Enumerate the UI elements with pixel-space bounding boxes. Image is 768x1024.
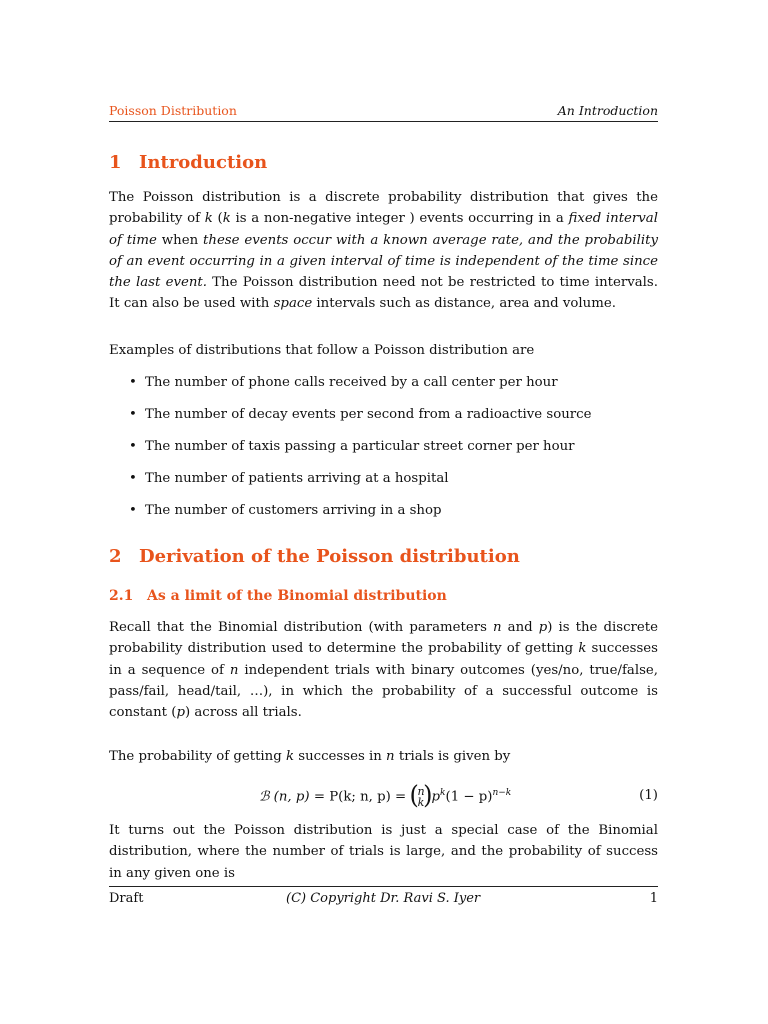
- probability-lead: [109, 746, 658, 767]
- equation-p-exponent: k: [440, 788, 446, 799]
- binomial-text-e: independent trials with binary outcomes (yes/no, true/false, pass/fail, head/tail, …), in which the probability of a successful outcome is constant (: [109, 662, 658, 721]
- prob-text-a: The probability of getting: [109, 749, 286, 764]
- footer-draft: Draft: [109, 891, 144, 906]
- examples-lead: Examples of distributions that follow a Poisson distribution are: [109, 343, 535, 358]
- section-2-number: 2: [109, 546, 122, 567]
- var-k: k: [578, 641, 587, 657]
- intro-text-b: (: [212, 211, 223, 227]
- intro-text-d: when: [156, 232, 204, 248]
- binomial-paragraph: [109, 617, 658, 723]
- list-item: • The number of phone calls received by a call center per hour: [129, 372, 591, 404]
- section-1-number: 1: [109, 152, 122, 173]
- intro-space: space: [273, 296, 313, 312]
- list-item: • The number of taxis passing a particular street corner per hour: [129, 436, 591, 468]
- subsection-2-1-heading: [109, 588, 447, 604]
- prob-text-b: successes in: [294, 749, 387, 764]
- equation-number: (1): [639, 788, 658, 803]
- list-item: • The number of decay events per second from a radioactive source: [129, 404, 591, 436]
- equals-sign: =: [390, 789, 411, 805]
- binomial-text-a: Recall that the Binomial distribution (with parameters: [109, 620, 493, 635]
- binom-top: n: [417, 785, 425, 798]
- page-number: 1: [649, 891, 658, 906]
- subsection-number: 2.1: [109, 588, 134, 604]
- document-page: [109, 0, 658, 1024]
- equation-1: [109, 786, 658, 812]
- prob-text-c: trials is given by: [394, 749, 511, 764]
- equation-factor: (1 − p): [445, 789, 493, 805]
- footer-copyright: (C) Copyright Dr. Ravi S. Iyer: [286, 891, 481, 906]
- binomial-coefficient: [412, 786, 429, 808]
- list-item: • The number of patients arriving at a hospital: [129, 468, 591, 500]
- page-footer: [109, 886, 658, 909]
- section-1-heading: [109, 152, 267, 173]
- equals-sign: =: [309, 789, 330, 805]
- equation-lhs: ℬ (n, p): [259, 789, 310, 805]
- poisson-special-case-paragraph: It turns out the Poisson distribution is just a special case of the Binomial distribution, where the number of trials is large, and the probability of success in any given one is: [109, 823, 658, 881]
- var-p: p: [538, 620, 548, 635]
- var-n: n: [492, 620, 502, 635]
- intro-paragraph: [109, 187, 658, 315]
- section-2-heading: [109, 546, 520, 567]
- header-subtitle: An Introduction: [557, 103, 658, 118]
- list-item: • The number of customers arriving in a shop: [129, 500, 591, 532]
- running-header: [109, 101, 658, 122]
- var-k: k: [204, 211, 213, 227]
- section-1-title: Introduction: [139, 152, 268, 173]
- equation-p: p: [431, 789, 441, 805]
- intro-italic-clause: these events occur with a known average rate, and the probability of an event occurring in a given interval of time is independent of the time since the last event.: [109, 232, 659, 291]
- header-title: Poisson Distribution: [109, 103, 237, 118]
- binomial-text-d: successes in a sequence of: [109, 641, 658, 678]
- var-n: n: [386, 749, 395, 764]
- equation-factor-exponent: n−k: [492, 788, 512, 799]
- examples-list: [129, 372, 591, 532]
- intro-fixed-interval: fixed interval of time: [109, 211, 658, 248]
- var-p: p: [176, 705, 185, 721]
- binomial-text-c: ) is the discrete probability distribution used to determine the probability of getting: [109, 620, 658, 657]
- intro-text-c: is a non-negative integer ) events occurring in a: [230, 211, 569, 227]
- subsection-title: As a limit of the Binomial distribution: [147, 588, 447, 604]
- equation-formula: [259, 786, 511, 808]
- intro-text-e: The Poisson distribution need not be restricted to time intervals. It can also be used with: [109, 275, 658, 312]
- var-k: k: [222, 211, 231, 227]
- section-2-title: Derivation of the Poisson distribution: [139, 546, 520, 567]
- intro-text-f: intervals such as distance, area and volume.: [312, 296, 616, 312]
- binomial-text-b: and: [501, 620, 539, 635]
- var-k: k: [285, 749, 295, 764]
- equation-middle: P(k; n, p): [329, 789, 391, 805]
- binomial-text-f: ) across all trials.: [184, 705, 302, 721]
- var-n: n: [229, 662, 239, 678]
- binom-bottom: k: [417, 796, 425, 809]
- intro-text-a: The Poisson distribution is a discrete probability distribution that gives the probability of: [109, 190, 658, 227]
